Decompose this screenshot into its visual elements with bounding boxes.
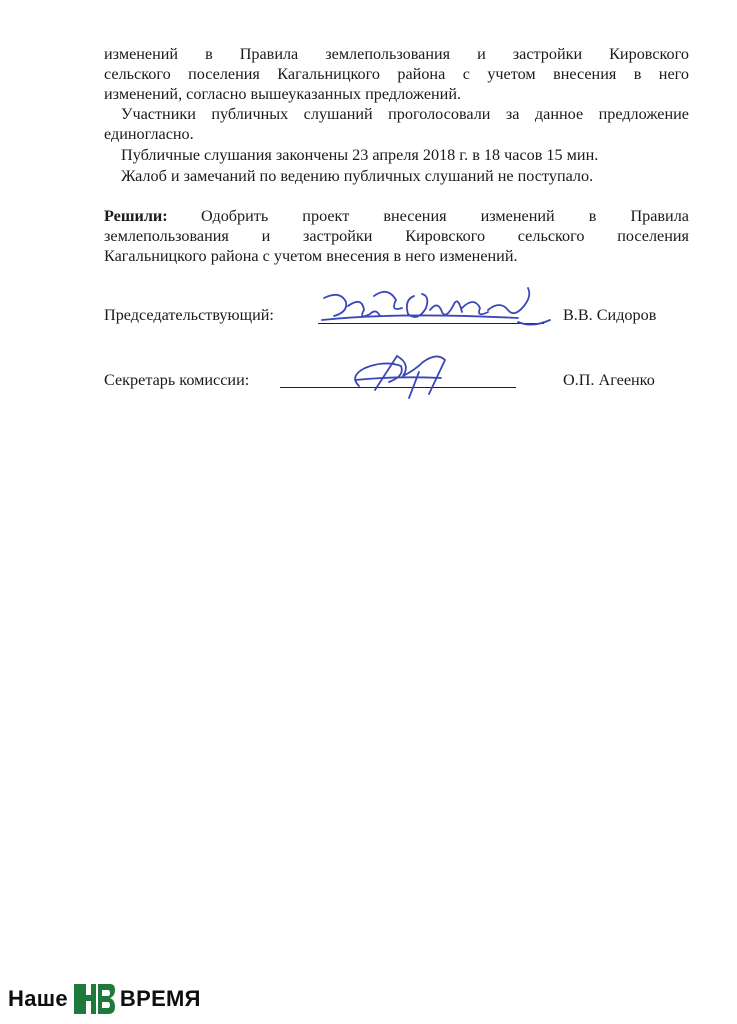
decision-text-1: Одобрить проект внесения изменений в Правила <box>201 207 689 225</box>
decision-label: Решили: <box>104 207 168 225</box>
decision-line-3: Кагальницкого района с учетом внесения в него изменений. <box>104 247 518 265</box>
chair-signature-scribble <box>318 282 558 344</box>
text-line-6: Публичные слушания закончены 23 апреля 2018 г. в 18 часов 15 мин. <box>121 146 599 164</box>
text-line-2: сельского поселения Кагальницкого района с учетом внесения в него <box>104 65 689 83</box>
logo-mark-icon <box>72 982 116 1016</box>
logo-word-left: Наше <box>8 986 68 1011</box>
chair-role: Председательствующий: <box>104 306 274 324</box>
text-line-1: изменений в Правила землепользования и застройки Кировского <box>104 45 689 63</box>
logo-word-right: ВРЕМЯ <box>119 986 201 1011</box>
secretary-signature-scribble <box>345 346 465 404</box>
text-line-4: Участники публичных слушаний проголосовали за данное предложение <box>121 105 689 123</box>
text-line-5: единогласно. <box>104 125 194 143</box>
text-line-3: изменений, согласно вышеуказанных предложений. <box>104 85 462 103</box>
decision-line-1 <box>104 206 689 226</box>
secretary-role: Секретарь комиссии: <box>104 371 250 389</box>
publisher-logo <box>8 982 201 1016</box>
secretary-name: О.П. Агеенко <box>563 371 655 389</box>
text-line-7: Жалоб и замечаний по ведению публичных слушаний не поступало. <box>121 167 594 185</box>
decision-line-2: землепользования и застройки Кировского сельского поселения <box>104 227 689 245</box>
chair-name: В.В. Сидоров <box>563 306 657 324</box>
